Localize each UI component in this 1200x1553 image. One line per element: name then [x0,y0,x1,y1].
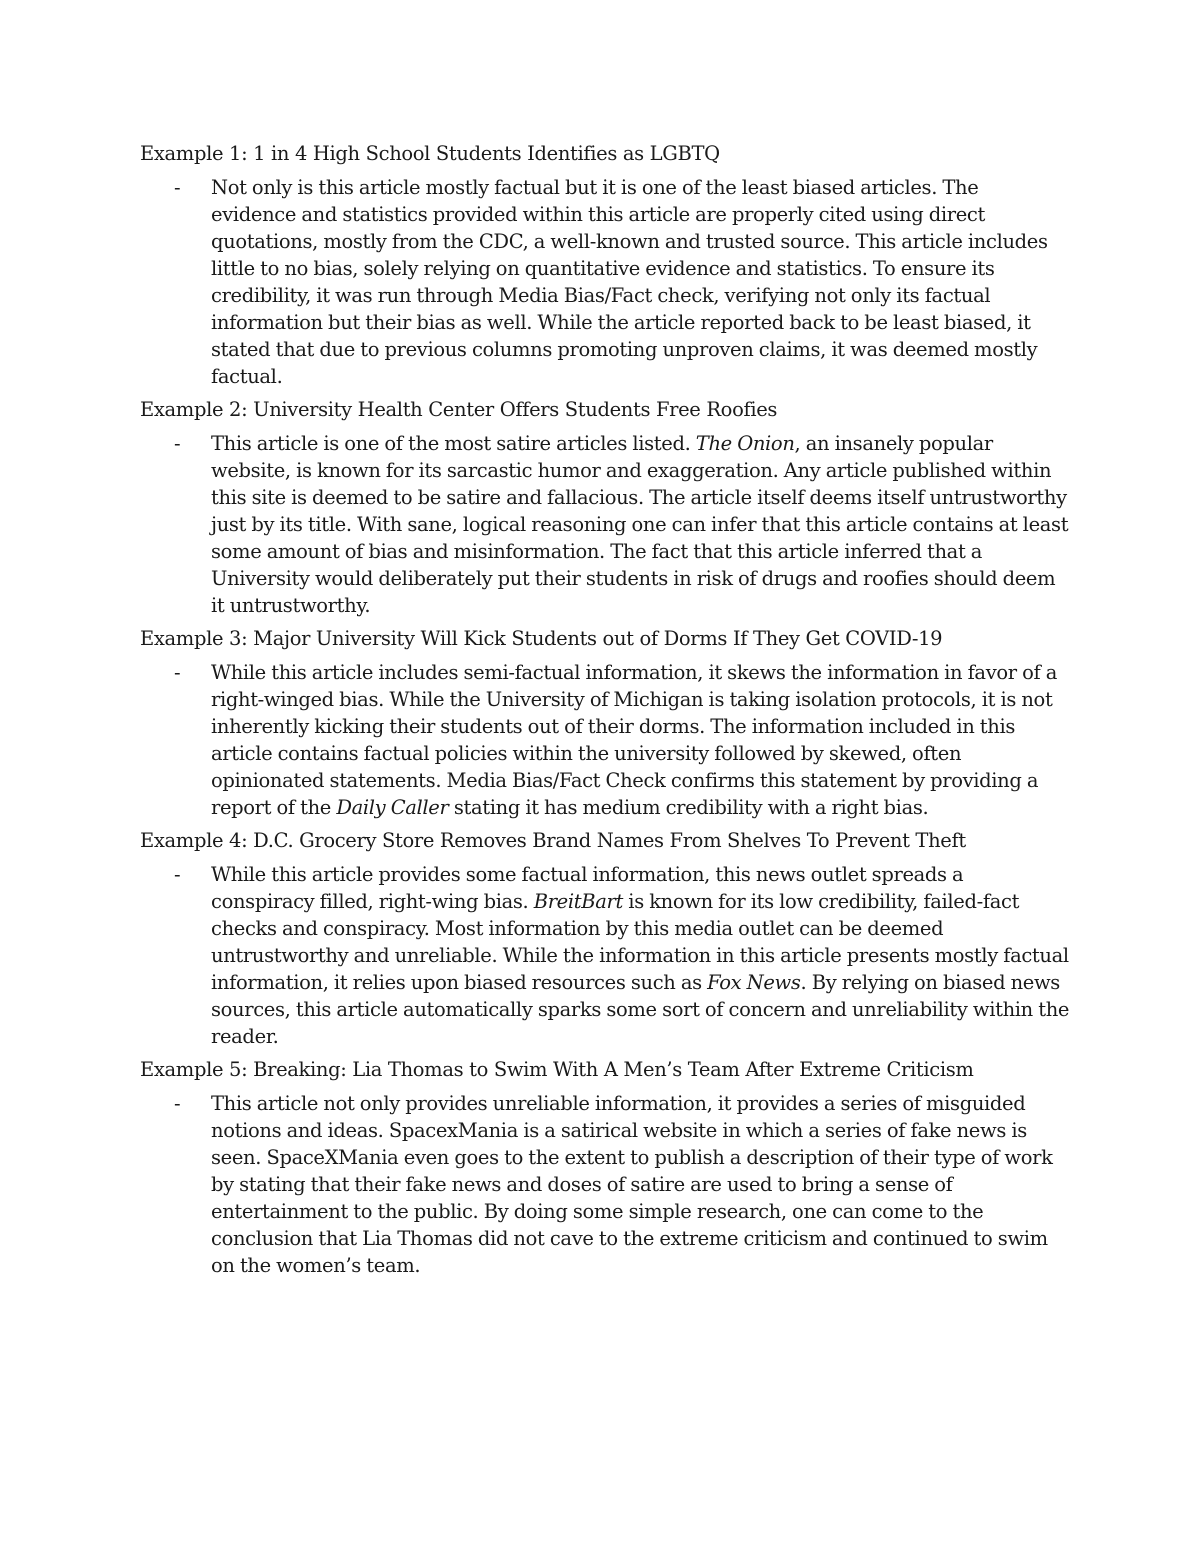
text-line: seen. SpaceXMania even goes to the extent to publish a description of their type of work [211,1146,1053,1169]
text-line: untrustworthy and unreliable. While the information in this article presents mostly factual [211,944,1069,967]
example-heading: Example 1: 1 in 4 High School Students Identifies as LGBTQ [140,142,720,165]
text-line: some amount of bias and misinformation. The fact that this article inferred that a [211,540,983,563]
publication-name: The Onion [695,432,795,455]
text-line: checks and conspiracy. Most information by this media outlet can be deemed [211,917,944,940]
example-heading: Example 2: University Health Center Offers Students Free Roofies [140,398,778,421]
text-line: evidence and statistics provided within this article are properly cited using direct [211,203,985,226]
example-heading: Example 4: D.C. Grocery Store Removes Brand Names From Shelves To Prevent Theft [140,829,966,852]
text-line: entertainment to the public. By doing some simple research, one can come to the [211,1200,984,1223]
example-3 [140,625,1070,821]
publication-name: Daily Caller [336,796,449,819]
text-line: stated that due to previous columns promoting unproven claims, it was deemed mostly [211,338,1038,361]
publication-name: Fox News [707,971,801,994]
bullet-paragraph [140,659,1070,821]
text-line: report of the Daily Caller stating it has medium credibility with a right bias. [211,796,929,819]
text-line: on the women’s team. [211,1254,421,1277]
text-line: While this article provides some factual information, this news outlet spreads a [211,863,964,886]
text-line: opinionated statements. Media Bias/Fact Check confirms this statement by providing a [211,769,1039,792]
text-line: While this article includes semi-factual information, it skews the information in favor of a [211,661,1057,684]
bullet-dash: - [174,661,181,684]
text-line: this site is deemed to be satire and fallacious. The article itself deems itself untrustworthy [211,486,1067,509]
text-line: sources, this article automatically sparks some sort of concern and unreliability within the [211,998,1070,1021]
bullet-dash: - [174,863,181,886]
document-page [140,140,1070,1285]
bullet-paragraph [140,1090,1070,1279]
text-line: credibility, it was run through Media Bias/Fact check, verifying not only its factual [211,284,991,307]
text-line: by stating that their fake news and doses of satire are used to bring a sense of [211,1173,953,1196]
bullet-text [211,174,1070,390]
text-line: factual. [211,365,283,388]
example-4 [140,827,1070,1050]
bullet-text [211,1090,1070,1279]
bullet-text [211,430,1070,619]
bullet-paragraph [140,861,1070,1050]
text-line: University would deliberately put their students in risk of drugs and roofies should deem [211,567,1056,590]
text-line: it untrustworthy. [211,594,371,617]
text-line: website, is known for its sarcastic humor and exaggeration. Any article published within [211,459,1052,482]
example-5 [140,1056,1070,1279]
text-line: conspiracy filled, right-wing bias. BreitBart is known for its low credibility, failed-fact [211,890,1020,913]
example-1 [140,140,1070,390]
bullet-dash: - [174,432,181,455]
example-heading: Example 5: Breaking: Lia Thomas to Swim With A Men’s Team After Extreme Criticism [140,1058,974,1081]
example-2 [140,396,1070,619]
example-heading: Example 3: Major University Will Kick Students out of Dorms If They Get COVID-19 [140,627,943,650]
bullet-dash: - [174,176,181,199]
text-line: information but their bias as well. While the article reported back to be least biased, it [211,311,1031,334]
text-line: conclusion that Lia Thomas did not cave to the extreme criticism and continued to swim [211,1227,1048,1250]
text-line: notions and ideas. SpacexMania is a satirical website in which a series of fake news is [211,1119,1027,1142]
text-line: information, it relies upon biased resources such as Fox News. By relying on biased news [211,971,1060,994]
bullet-text [211,659,1070,821]
text-line: reader. [211,1025,279,1048]
text-line: This article is one of the most satire articles listed. The Onion, an insanely popular [211,432,993,455]
bullet-text [211,861,1070,1050]
text-line: quotations, mostly from the CDC, a well-known and trusted source. This article includes [211,230,1048,253]
bullet-paragraph [140,430,1070,619]
text-line: article contains factual policies within the university followed by skewed, often [211,742,962,765]
text-line: little to no bias, solely relying on quantitative evidence and statistics. To ensure its [211,257,995,280]
text-line: Not only is this article mostly factual but it is one of the least biased articles. The [211,176,979,199]
text-line: just by its title. With sane, logical reasoning one can infer that this article contains at least [211,513,1069,536]
publication-name: BreitBart [533,890,623,913]
bullet-dash: - [174,1092,181,1115]
text-line: This article not only provides unreliable information, it provides a series of misguided [211,1092,1026,1115]
text-line: inherently kicking their students out of their dorms. The information included in this [211,715,1016,738]
bullet-paragraph [140,174,1070,390]
text-line: right-winged bias. While the University of Michigan is taking isolation protocols, it is not [211,688,1053,711]
